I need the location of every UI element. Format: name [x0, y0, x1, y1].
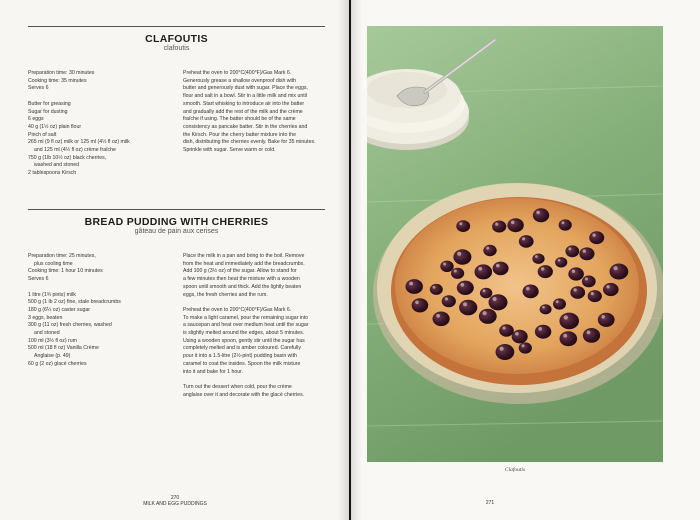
recipe1-ingredient: 6 eggs — [28, 116, 44, 123]
cherry — [610, 264, 629, 280]
recipe2-method-line: Add 100 g (3½ oz) of the sugar. Allow to stand for — [183, 268, 297, 275]
cherry-highlight — [542, 306, 545, 309]
cherry — [433, 312, 450, 327]
cherry — [412, 298, 429, 312]
cherry-highlight — [522, 344, 525, 347]
cherry — [598, 313, 615, 327]
left-section-name: MILK AND EGG PUDDINGS — [143, 501, 207, 507]
paragraph-gap — [28, 93, 173, 101]
recipe1-ingredient: and 125 ml (4½ fl oz) crème fraîche — [34, 147, 116, 154]
cherry — [479, 309, 497, 324]
cherry-highlight — [536, 211, 540, 215]
photo-caption: Clafoutis — [504, 467, 526, 473]
cherry-highlight — [558, 259, 561, 262]
cherry — [570, 286, 585, 299]
recipe2-method-line: spoon until smooth and thick. Add the lightly beaten — [183, 283, 302, 290]
cherry-highlight — [483, 311, 487, 315]
recipe1-ingredient: Pinch of salt — [28, 131, 57, 138]
cherry — [453, 249, 471, 264]
recipe-title-bread-pudding: BREAD PUDDING WITH CHERRIES — [84, 216, 269, 228]
cherry — [579, 247, 594, 260]
recipe2-method-line: from the heat and immediately add the breadcrumbs. — [183, 260, 305, 267]
cherry — [480, 288, 492, 299]
cherry-highlight — [460, 283, 464, 287]
cherry — [493, 262, 509, 276]
cherry — [560, 331, 578, 346]
recipe1-method-line: dish, distributing the cherries evenly. Bake for 35 minutes. — [183, 139, 316, 146]
recipe2-ingredient: 300 g (11 oz) fresh cherries, washed — [28, 322, 112, 329]
paragraph-gap — [28, 284, 173, 292]
recipe2-meta-line: Serves 6 — [28, 276, 49, 283]
recipe2-ingredient: 60 g (2 oz) glacé cherries — [28, 360, 87, 367]
recipe1-method-column — [183, 70, 333, 155]
recipe2-method-line: Place the milk in a pan and bring to the boil. Remove — [183, 253, 305, 259]
recipe1-meta-line: Cooking time: 35 minutes — [28, 77, 87, 84]
cherry — [496, 344, 515, 360]
cherry-highlight — [541, 267, 544, 270]
cherry-highlight — [459, 222, 462, 225]
left-folio — [100, 495, 250, 507]
recipe1-method-line: and gradually add the rest of the milk and the crème — [183, 108, 303, 115]
paragraph-gap — [183, 299, 333, 307]
cherry — [483, 245, 496, 256]
recipe1-method-line: flour and salt in a bowl. Stir in a little milk and mix until — [183, 93, 307, 100]
cherry — [519, 235, 534, 248]
cherry-highlight — [515, 332, 519, 336]
recipe1-ingredient: washed and stoned — [34, 162, 79, 169]
cherry — [442, 295, 456, 307]
cherry-highlight — [574, 288, 577, 291]
cherry-highlight — [483, 289, 486, 292]
recipe2-meta-line: plus cooling time — [34, 260, 73, 267]
cherry — [475, 264, 493, 279]
cherry — [456, 220, 470, 232]
cherry-highlight — [478, 267, 482, 271]
cherry-highlight — [486, 247, 489, 250]
cherry — [507, 218, 523, 232]
cherry-highlight — [538, 327, 542, 331]
recipe1-ingredient: 265 ml (9 fl oz) milk or 125 ml (4½ fl oz) milk — [28, 139, 130, 146]
recipe-title-clafoutis: CLAFOUTIS — [145, 33, 208, 45]
right-page-number: 271 — [485, 500, 495, 506]
recipe1-method-line: Preheat the oven to 200°C(400°F)/Gas Mark 6. — [183, 70, 292, 76]
cherry — [540, 304, 552, 314]
cherry — [583, 328, 600, 343]
cherry — [406, 279, 423, 294]
cherry-highlight — [445, 297, 448, 300]
cherry — [589, 231, 604, 244]
cherry-highlight — [493, 297, 497, 301]
cherry-highlight — [522, 237, 525, 240]
paragraph-gap — [183, 376, 333, 384]
cherry-highlight — [572, 270, 575, 273]
recipe2-ingredient: Anglaise (p. 49) — [34, 353, 71, 360]
recipe-subtitle-clafoutis: clafoutis — [163, 45, 190, 52]
recipe2-method-column — [183, 253, 333, 399]
recipe1-ingredient: 40 g (1½ oz) plain flour — [28, 123, 82, 130]
cherry-highlight — [436, 314, 440, 318]
cherry — [457, 281, 474, 295]
recipe2-method-line: caramel to coat the insides. Spoon the milk mixture — [183, 360, 301, 367]
recipe2-method-line: pour it into a 1.5-litre (2½-pint) pudding basin with — [183, 353, 297, 360]
cherry — [588, 290, 602, 302]
cherry-highlight — [585, 278, 588, 281]
cherry — [459, 300, 477, 316]
recipe1-ingredient: 750 g (1lb 10½ oz) black cherries, — [28, 154, 107, 161]
recipe2-ingredient: 500 g (1 lb 2 oz) fine, stale breadcrumbs — [28, 299, 121, 306]
cherry-highlight — [495, 223, 498, 226]
recipe1-meta-line: Serves 6 — [28, 85, 49, 92]
cherry — [603, 283, 619, 296]
recipe1-method-line: Sprinkle with sugar. Serve warm or cold. — [183, 147, 276, 154]
cherry — [532, 254, 544, 264]
cherry — [440, 261, 453, 272]
cherry-highlight — [562, 221, 565, 224]
recipe2-meta-line: Preparation time: 25 minutes, — [28, 253, 96, 259]
recipe1-ingredient: 2 tablespoons Kirsch — [28, 170, 77, 177]
cherry — [492, 221, 506, 233]
recipe2-ingredient: 1 litre (1¾ pints) milk — [28, 291, 76, 298]
cherry — [553, 298, 566, 309]
cherry — [499, 324, 514, 336]
recipe2-method-line: a saucepan and heat over medium heat until the sugar — [183, 322, 309, 329]
cherry-highlight — [556, 300, 559, 303]
recipe1-method-line: the Kirsch. Pour the cherry batter mixture into the — [183, 131, 297, 138]
recipe2-method-line: completely melted and is amber coloured. Carefully — [183, 345, 301, 352]
cherry — [559, 313, 579, 330]
cherry-highlight — [457, 252, 461, 256]
recipe1-method-line: fraîche if using. The batter should be of the same — [183, 116, 296, 123]
recipe-subtitle-bread-pudding: gâteau de pain aux cerises — [134, 228, 219, 235]
recipe2-ingredient: 180 g (6¼ oz) caster sugar — [28, 306, 90, 313]
recipe2-method-line: anglaise over it and decorate with the glacé cherries. — [183, 391, 305, 398]
cherry-highlight — [496, 264, 500, 268]
cherry-highlight — [601, 315, 605, 319]
cherry — [568, 267, 584, 280]
recipe2-method-line: Preheat the oven to 200°C(400°F)/Gas Mark 6. — [183, 306, 292, 313]
top-rule — [28, 26, 325, 27]
cherry-highlight — [502, 326, 505, 329]
recipe2-ingredient: 100 ml (3½ fl oz) rum — [28, 337, 78, 344]
cherry — [555, 257, 567, 267]
cherry — [523, 285, 539, 299]
recipe1-method-line: butter and generously dust with sugar. Place the eggs, — [183, 85, 308, 92]
cherry — [451, 268, 464, 279]
cherry — [489, 294, 508, 310]
cherry — [559, 219, 572, 230]
cherry-highlight — [415, 301, 419, 305]
recipe1-method-line: Generously grease a shallow ovenproof dish with — [183, 77, 297, 84]
cherry — [519, 342, 532, 353]
cherry-highlight — [454, 270, 457, 273]
cherry-highlight — [433, 286, 436, 289]
recipe2-method-line: is slightly melted around the edges, about 5 minutes. — [183, 330, 305, 337]
cherry-highlight — [526, 287, 530, 291]
recipe1-ingredient: Butter for greasing — [28, 100, 71, 107]
recipe2-method-line: To make a light caramel, pour the remaining sugar into — [183, 314, 309, 321]
cherry-highlight — [463, 302, 467, 306]
recipe2-method-line: into it and bake for 1 hour. — [183, 368, 243, 375]
recipe2-method-line: a few minutes then beat the mixture with a wooden — [183, 276, 300, 283]
cherry — [512, 330, 528, 344]
recipe2-ingredient: 500 ml (18 fl oz) Vanilla Crème — [28, 345, 99, 352]
clafoutis-photo — [367, 26, 663, 462]
cherry — [538, 265, 553, 278]
cherry-highlight — [568, 247, 571, 250]
cherry-highlight — [500, 347, 504, 351]
recipe1-ingredients-column — [28, 70, 173, 178]
cherry-highlight — [614, 266, 618, 270]
recipe2-method-line: Using a wooden spoon, gently stir until the sugar has — [183, 337, 305, 344]
cherry — [582, 276, 596, 288]
recipe1-method-line: smooth. Start whisking to introduce air into the batter — [183, 100, 305, 107]
cherry-highlight — [564, 315, 568, 319]
recipe1-ingredient: Sugar for dusting — [28, 108, 68, 115]
cherry-highlight — [591, 292, 594, 295]
cherry — [565, 245, 579, 257]
cherry-highlight — [511, 221, 515, 225]
recipe2-ingredient: 3 eggs, beaten — [28, 314, 63, 321]
cherry-highlight — [535, 255, 538, 258]
recipe2-meta-line: Cooking time: 1 hour 10 minutes — [28, 268, 103, 275]
cherry-highlight — [443, 263, 446, 266]
cherry-highlight — [409, 282, 413, 286]
recipe2-ingredient: and stoned — [34, 330, 60, 337]
book-gutter — [338, 0, 362, 520]
cherry-highlight — [563, 334, 567, 338]
recipe2-ingredients-column — [28, 253, 173, 369]
section-rule — [28, 209, 325, 210]
cherry — [430, 284, 443, 295]
recipe1-meta-line: Preparation time: 30 minutes — [28, 70, 95, 76]
cherry-highlight — [606, 285, 609, 288]
left-page-number: 270 — [170, 495, 180, 501]
cherry-highlight — [583, 249, 586, 252]
recipe1-method-line: consistency as pancake batter. Stir in the cherries and — [183, 123, 308, 130]
cherry-highlight — [587, 331, 591, 335]
recipe2-method-line: Turn out the dessert when cold, pour the crème — [183, 383, 292, 390]
cherry-highlight — [592, 233, 595, 236]
cherry — [535, 325, 551, 339]
recipe2-method-line: eggs, the fresh cherries and the rum. — [183, 291, 268, 298]
cherry — [533, 208, 549, 222]
